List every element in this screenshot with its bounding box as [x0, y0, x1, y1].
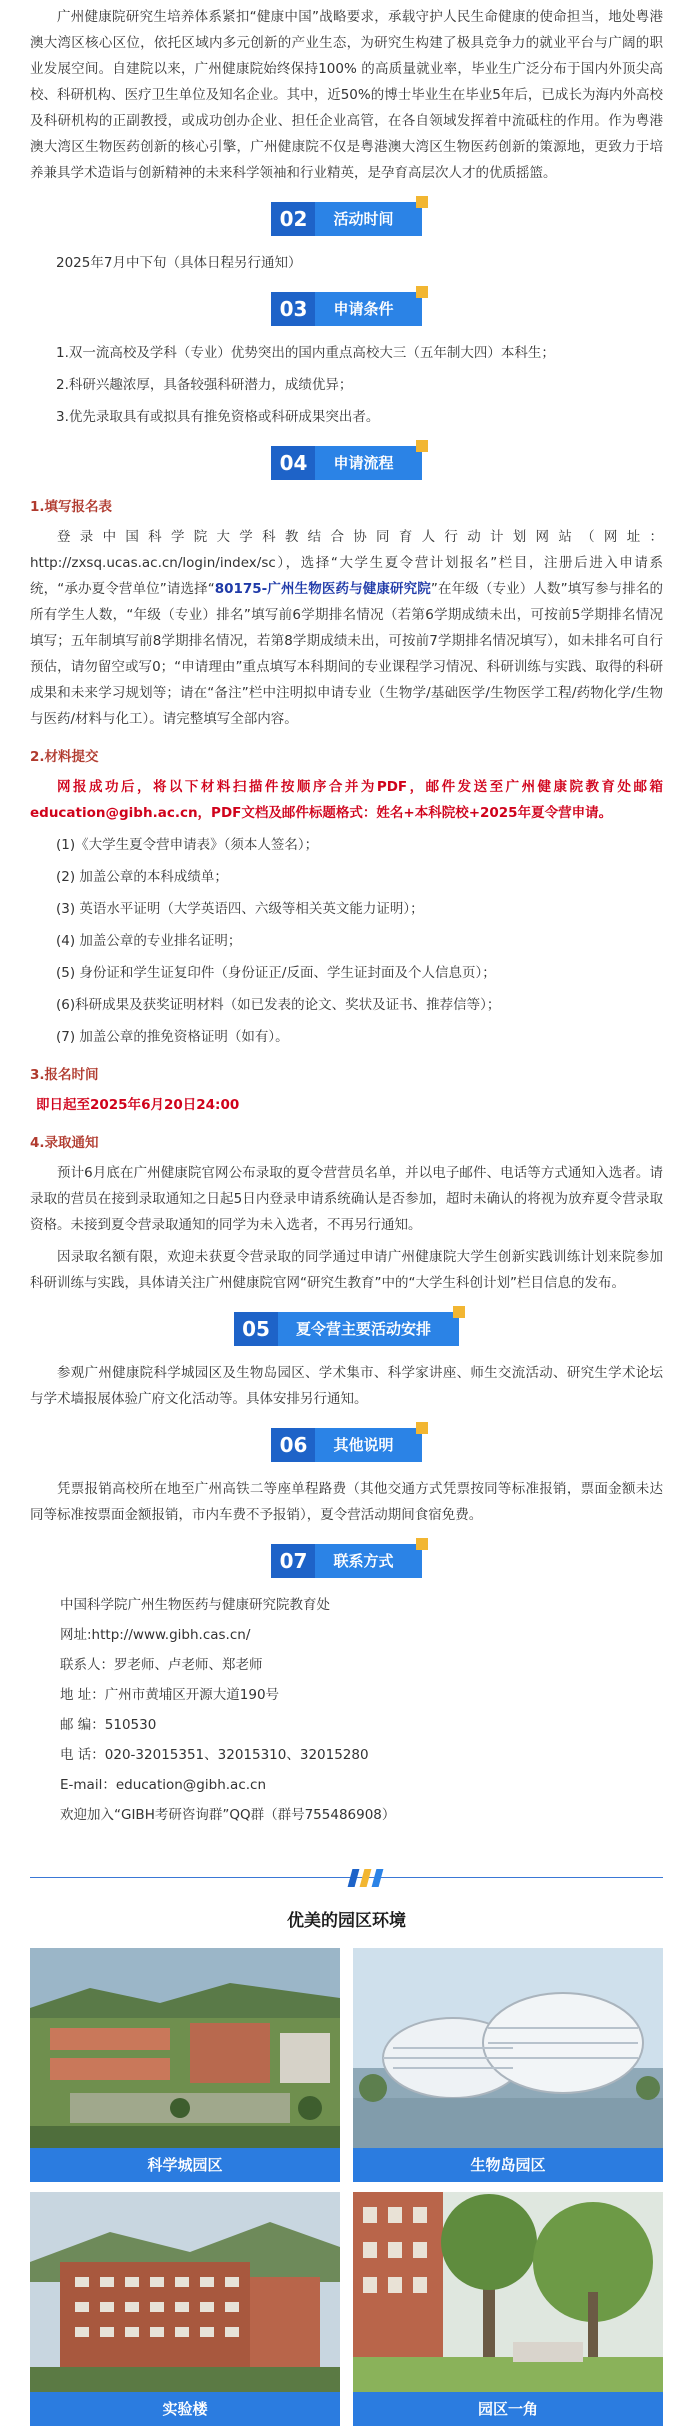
section-heading-time: [30, 202, 663, 236]
contact-email-link[interactable]: E-mail：education@gibh.ac.cn: [60, 1777, 267, 1793]
corner-accent: [416, 1538, 428, 1550]
step-title-register: 1.填写报名表: [30, 499, 113, 515]
section-number: 05: [234, 1312, 278, 1346]
contact-website-link[interactable]: 网址:http://www.gibh.cas.cn/: [60, 1627, 251, 1643]
section-title: 申请条件: [315, 292, 421, 326]
materials-notice: 网报成功后，将以下材料扫描件按顺序合并为PDF，邮件发送至广州健康院教育处邮箱education@gibh.ac.cn，PDF文档及邮件标题格式：姓名+本科院校+2025年夏令营申请。: [30, 779, 663, 821]
section-title: 联系方式: [315, 1544, 421, 1578]
corner-accent: [453, 1306, 465, 1318]
gallery-tile-label: 实验楼: [30, 2392, 340, 2426]
gallery-tile: [353, 2192, 663, 2426]
contact-phone: 电 话：020-32015351、32015310、32015280: [60, 1747, 369, 1763]
activity-time: 2025年7月中下旬（具体日程另行通知）: [56, 255, 302, 271]
material-item: (1)《大学生夏令营申请表》（须本人签名）；: [56, 837, 319, 853]
section-title: 夏令营主要活动安排: [278, 1312, 459, 1346]
section-title: 申请流程: [315, 446, 421, 480]
intro-paragraph: 广州健康院研究生培养体系紧扣“健康中国”战略要求，承载守护人民生命健康的使命担当，地处粤港澳大湾区核心区位，依托区域内多元创新的产业生态，为研究生构建了极具竞争力的就业平台与广阔的职业发展空间。自建院以来，广州健康院始终保持100% 的高质量就业率，毕业生广泛分布于国内外顶尖高校、科研机构、医疗卫生单位及知名企业。其中，近50%的博士毕业生在毕业5年后，已成长为海内外高校及科研机构的正副教授，或成功创办企业、担任企业高管，在各自领域发挥着中流砥柱的作用。作为粤港澳大湾区生物医药创新的核心引擎，广州健康院不仅是粤港澳大湾区生物医药创新的策源地，更致力于培养兼具学术造诣与创新精神的未来科学领袖和行业精英，是孕育高层次人才的优质摇篮。: [30, 9, 663, 181]
section-title: 其他说明: [315, 1428, 421, 1462]
section-number: 07: [271, 1544, 315, 1578]
corner-accent: [416, 1422, 428, 1434]
gallery-title: 优美的园区环境: [287, 1911, 406, 1931]
divider-accent-icon: [350, 1869, 381, 1887]
step-register-text: 登录中国科学院大学科教结合协同育人行动计划网站（网址：http://zxsq.ucas.ac.cn/login/index/sc），选择“大学生夏令营计划报名”栏目，注册后进入申请系统，“承办夏令营单位”请选择“80175-广州生物医药与健康研究院”在年级（专业）人数”填写参与排名的所有学生人数，“年级（专业）排名”填写前6学期排名情况（若第6学期成绩未出，可按前5学期排名情况填写；五年制填写前8学期排名情况，若第8学期成绩未出，可按前7学期排名情况填写），如未排名可自行预估，请勿留空或写0；“申请理由”重点填写本科期间的专业课程学习情况、科研训练与实践、取得的科研成果和未来学习规划等；请在“备注”栏中注明拟申请专业（生物学/基础医学/生物医学工程/药物化学/生物与医药/材料与化工）。请完整填写全部内容。: [30, 529, 663, 727]
deadline-text: 即日起至2025年6月20日24:00: [36, 1097, 240, 1113]
host-unit-option: 80175-广州生物医药与健康研究院: [214, 581, 431, 597]
corner-accent: [416, 286, 428, 298]
gallery-tile-label: 园区一角: [353, 2392, 663, 2426]
condition-item: 1.双一流高校及学科（专业）优势突出的国内重点高校大三（五年制大四）本科生；: [56, 345, 555, 361]
section-number: 06: [271, 1428, 315, 1462]
gallery-tile-label: 科学城园区: [30, 2148, 340, 2182]
corner-accent: [416, 196, 428, 208]
section-heading-process: [30, 446, 663, 480]
section-heading-activities: [30, 1312, 663, 1346]
material-item: (4) 加盖公章的专业排名证明；: [56, 933, 242, 949]
section-heading-conditions: [30, 292, 663, 326]
gallery-tile: [353, 1948, 663, 2182]
step-title-materials: 2.材料提交: [30, 749, 99, 765]
material-item: (2) 加盖公章的本科成绩单；: [56, 869, 228, 885]
article: [0, 4, 693, 2436]
gallery-tile: [30, 1948, 340, 2182]
material-item: (3) 英语水平证明（大学英语四、六级等相关英文能力证明）；: [56, 901, 424, 917]
contact-people: 联系人：罗老师、卢老师、郑老师: [60, 1657, 263, 1673]
gallery-tile: [30, 2192, 340, 2426]
section-heading-other: [30, 1428, 663, 1462]
material-item: (5) 身份证和学生证复印件（身份证正/反面、学生证封面及个人信息页）；: [56, 965, 496, 981]
condition-item: 2.科研兴趣浓厚，具备较强科研潜力，成绩优异；: [56, 377, 353, 393]
corner-accent: [416, 440, 428, 452]
admission-text: 预计6月底在广州健康院官网公布录取的夏令营营员名单，并以电子邮件、电话等方式通知入选者。请录取的营员在接到录取通知之日起5日内登录申请系统确认是否参加，超时未确认的将视为放弃夏令营录取资格。未接到夏令营录取通知的同学为未入选者，不再另行通知。: [30, 1165, 663, 1233]
material-item: (6)科研成果及获奖证明材料（如已发表的论文、奖状及证书、推荐信等）；: [56, 997, 501, 1013]
decorative-divider: [30, 1858, 663, 1898]
section-title: 活动时间: [315, 202, 421, 236]
contact-org: 中国科学院广州生物医药与健康研究院教育处: [60, 1597, 330, 1613]
lab-building-photo: [30, 2192, 340, 2392]
section-heading-contact: [30, 1544, 663, 1578]
gallery-tile-label: 生物岛园区: [353, 2148, 663, 2182]
other-text: 凭票报销高校所在地至广州高铁二等座单程路费（其他交通方式凭票按同等标准报销，票面金额未达同等标准按票面金额报销，市内车费不予报销），夏令营活动期间食宿免费。: [30, 1481, 663, 1523]
step-title-deadline: 3.报名时间: [30, 1067, 99, 1083]
section-number: 03: [271, 292, 315, 326]
contact-postcode: 邮 编：510530: [60, 1717, 157, 1733]
campus-corner-photo: [353, 2192, 663, 2392]
admission-text-2: 因录取名额有限，欢迎未获夏令营录取的同学通过申请广州健康院大学生创新实践训练计划来院参加科研训练与实践，具体请关注广州健康院官网“研究生教育”中的“大学生科创计划”栏目信息的发布。: [30, 1249, 663, 1291]
contact-qq-group: 欢迎加入“GIBH考研咨询群”QQ群（群号755486908）: [60, 1807, 396, 1823]
contact-address: 地 址：广州市黄埔区开源大道190号: [60, 1687, 280, 1703]
section-number: 02: [271, 202, 315, 236]
section-number: 04: [271, 446, 315, 480]
science-city-campus-photo: [30, 1948, 340, 2148]
step-title-admission: 4.录取通知: [30, 1135, 99, 1151]
activities-text: 参观广州健康院科学城园区及生物岛园区、学术集市、科学家讲座、师生交流活动、研究生学术论坛与学术墙报展体验广府文化活动等。具体安排另行通知。: [30, 1365, 663, 1407]
condition-item: 3.优先录取具有或拟具有推免资格或科研成果突出者。: [56, 409, 380, 425]
campus-gallery: [30, 1948, 663, 2436]
material-item: (7) 加盖公章的推免资格证明（如有）。: [56, 1029, 289, 1045]
bio-island-campus-photo: [353, 1948, 663, 2148]
